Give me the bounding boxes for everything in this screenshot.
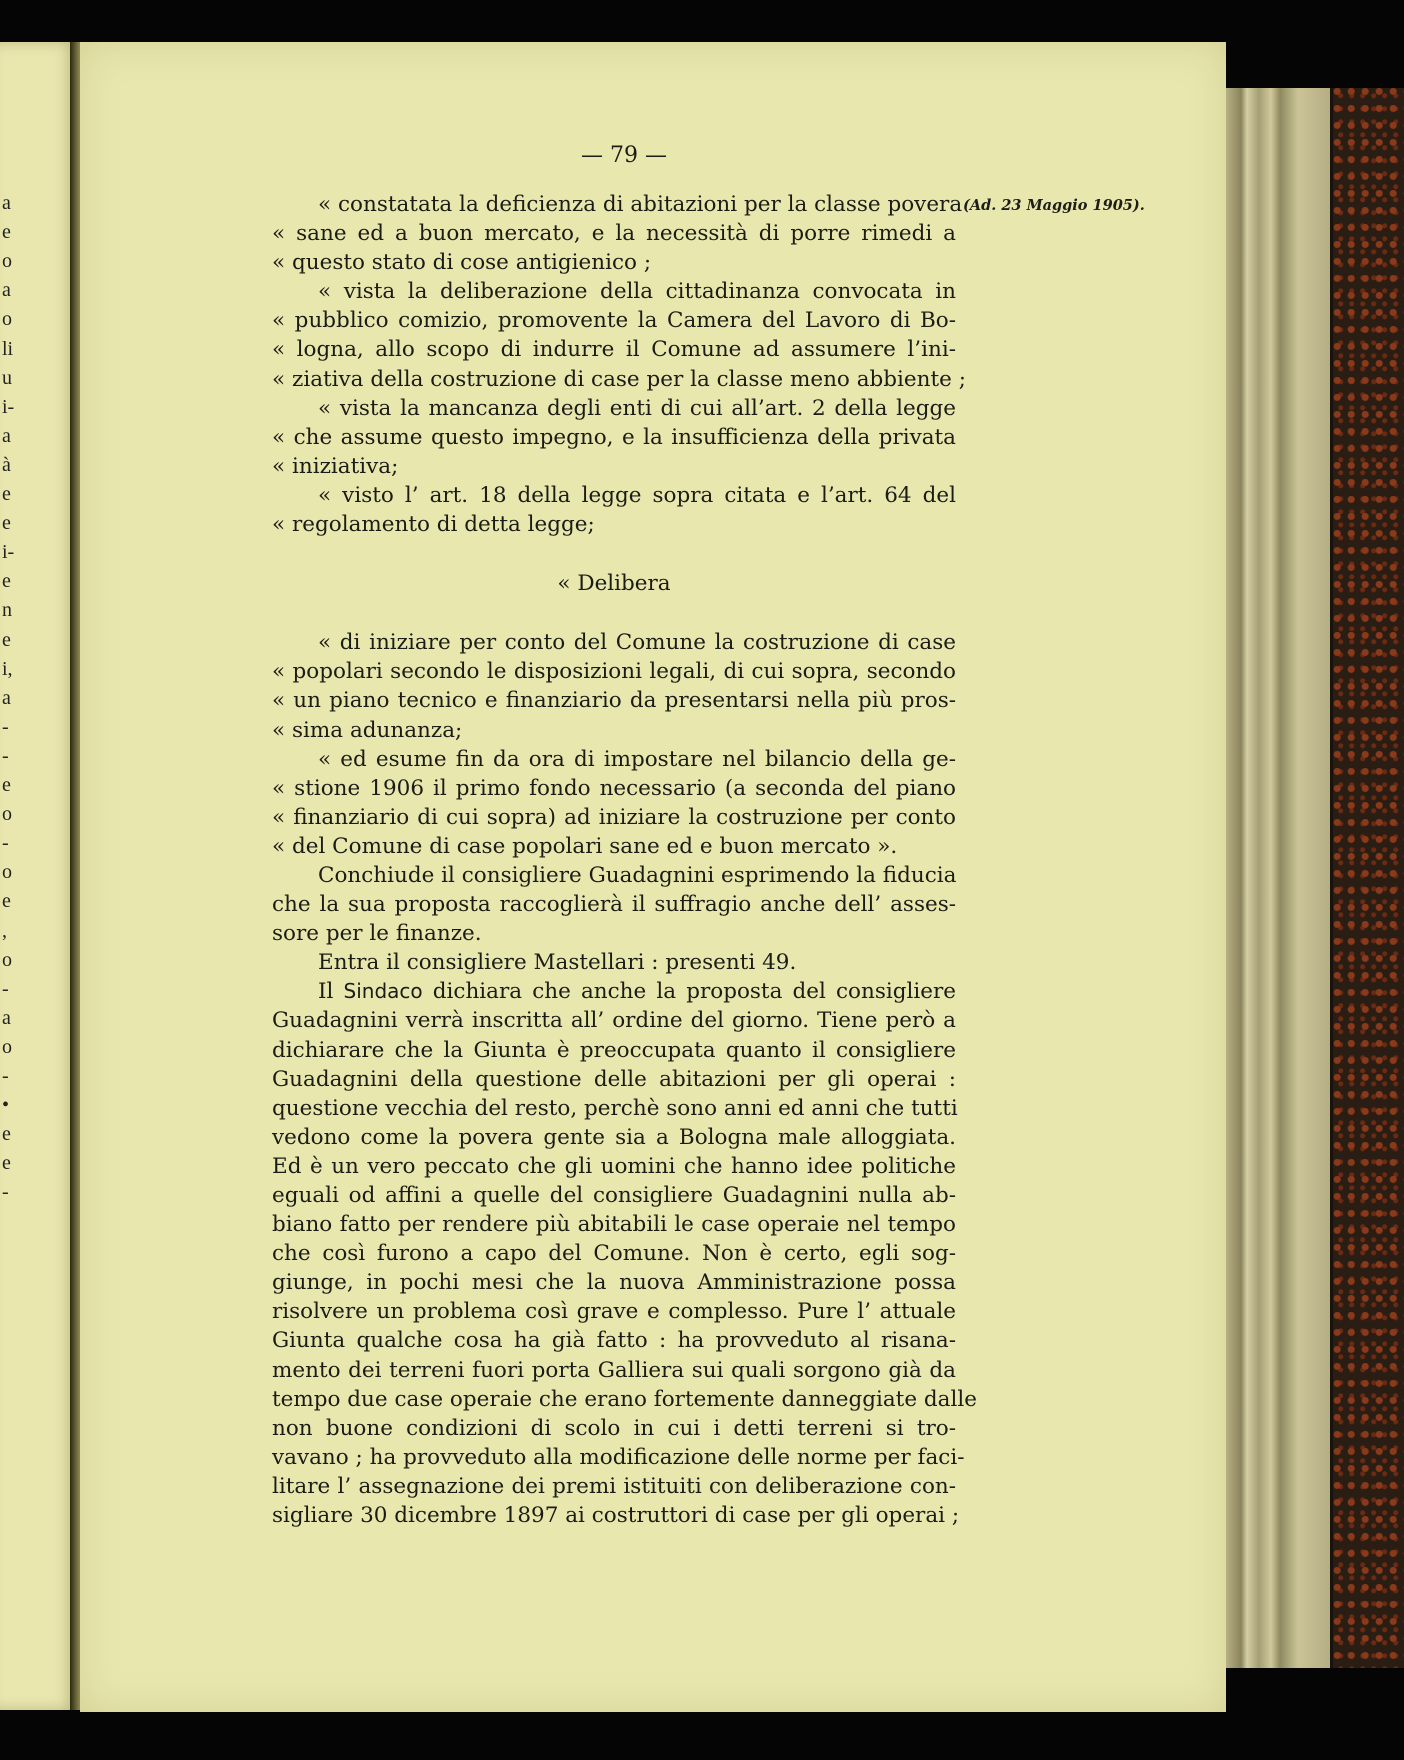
sindaco-paragraph bbox=[272, 977, 977, 1530]
left-page-fragment: i- bbox=[2, 395, 15, 418]
left-page-fragment: e bbox=[2, 774, 11, 796]
left-page-fragment: e bbox=[2, 570, 11, 593]
left-page-fragment: o bbox=[2, 861, 12, 884]
text-line: risolvere un problema così grave e complesso. Pure l’ attuale bbox=[272, 1299, 956, 1325]
text-line: « vista la deliberazione della cittadinanza convocata in bbox=[318, 279, 956, 305]
left-page-fragment: a bbox=[2, 279, 11, 302]
text-line: « sima adunanza; bbox=[272, 717, 463, 743]
text-line: « di iniziare per conto del Comune la costruzione di case bbox=[318, 630, 956, 656]
left-page-fragment: e bbox=[2, 221, 11, 244]
resolution-body bbox=[272, 628, 956, 977]
left-page-fragment: a bbox=[2, 686, 11, 709]
paragraph bbox=[272, 745, 956, 861]
paragraph bbox=[272, 628, 956, 744]
text-line: sore per le finanze. bbox=[272, 921, 482, 947]
page-number: — 79 — bbox=[581, 143, 667, 168]
paragraph bbox=[272, 394, 956, 481]
text-line: « finanziario di cui sopra) ad iniziare la costruzione per conto bbox=[272, 804, 956, 830]
text-line: Il Sindaco dichiara che anche la proposta del consigliere bbox=[318, 979, 956, 1005]
left-page-fragment: e bbox=[2, 512, 11, 535]
text-line: Guadagnini della questione delle abitazioni per gli operai : bbox=[272, 1066, 956, 1092]
left-page-fragment: , bbox=[2, 919, 7, 942]
text-line: Conchiude il consigliere Guadagnini esprimendo la fiducia bbox=[318, 862, 957, 888]
marbled-cover bbox=[1330, 88, 1404, 1668]
text-line: « pubblico comizio, promovente la Camera del Lavoro di Bo- bbox=[272, 308, 956, 334]
left-page-fragment: à bbox=[2, 453, 11, 476]
text-line: « logna, allo scopo di indurre il Comune ad assumere l’ini- bbox=[272, 337, 956, 363]
text-line: dichiarare che la Giunta è preoccupata quanto il consigliere bbox=[272, 1037, 956, 1063]
text-line: tempo due case operaie che erano fortemente danneggiate dalle bbox=[272, 1386, 977, 1412]
text-line: « un piano tecnico e finanziario da presentarsi nella più pros- bbox=[272, 688, 956, 714]
text-line: « del Comune di case popolari sane ed e buon mercato ». bbox=[272, 833, 898, 859]
text-line: che così furono a capo del Comune. Non è certo, egli sog- bbox=[272, 1241, 956, 1267]
text-line: Entra il consigliere Mastellari : presenti 49. bbox=[318, 950, 797, 976]
left-page-fragment: a bbox=[2, 1006, 11, 1029]
left-page-fragment: e bbox=[2, 483, 11, 505]
left-page-fragment: e bbox=[2, 628, 11, 651]
paragraph bbox=[272, 190, 963, 277]
text-line: « stione 1906 il primo fondo necessario (a seconda del piano bbox=[272, 775, 956, 801]
text-line: « ed esume fin da ora di impostare nel bilancio della ge- bbox=[318, 746, 956, 772]
text-line: eguali od affini a quelle del consigliere Guadagnini nulla ab- bbox=[272, 1183, 956, 1208]
text-line: « ziativa della costruzione di case per la classe meno abbiente ; bbox=[272, 366, 966, 392]
text-line: « regolamento di detta legge; bbox=[272, 512, 595, 538]
left-page-fragment: - bbox=[2, 1181, 9, 1204]
left-page-fragment: i, bbox=[2, 657, 13, 680]
left-page-fragment: - bbox=[2, 977, 9, 1000]
text-line: « questo stato di cose antigienico ; bbox=[272, 250, 652, 276]
left-page-fragment: i- bbox=[2, 541, 15, 564]
text-line: non buone condizioni di scolo in cui i detti terreni si tro- bbox=[272, 1415, 956, 1441]
left-page-fragment: - bbox=[2, 1065, 9, 1087]
speaker-name: Sindaco bbox=[343, 979, 423, 1004]
left-page-fragment: e bbox=[2, 1152, 11, 1175]
left-page-fragment: e bbox=[2, 890, 11, 913]
left-page-fragment: n bbox=[2, 599, 12, 622]
text-line: Guadagnini verrà inscritta all’ ordine del giorno. Tiene però a bbox=[272, 1008, 956, 1034]
text-line: « popolari secondo le disposizioni legali, di cui sopra, secondo bbox=[272, 659, 956, 685]
text-line: « constatata la deficienza di abitazioni per la classe povera bbox=[318, 192, 963, 217]
left-page-fragment: li bbox=[2, 337, 14, 360]
left-page-fragment: u bbox=[2, 366, 12, 389]
text-line: Giunta qualche cosa ha già fatto : ha provveduto al risana- bbox=[272, 1328, 956, 1354]
text-line: litare l’ assegnazione dei premi istituiti con deliberazione con- bbox=[272, 1473, 956, 1499]
text-line: « visto l’ art. 18 della legge sopra citata e l’art. 64 del bbox=[318, 482, 956, 508]
text-line: questione vecchia del resto, perchè sono anni ed anni che tutti bbox=[272, 1095, 958, 1121]
left-page-fragment: - bbox=[2, 715, 9, 738]
text-line: che la sua proposta raccoglierà il suffragio anche dell’ asses- bbox=[272, 892, 956, 918]
text-line: « vista la mancanza degli enti di cui all’art. 2 della legge bbox=[318, 395, 956, 421]
left-page-fragment: o bbox=[2, 803, 12, 826]
delibera-heading: « Delibera bbox=[557, 571, 671, 597]
text-line: « sane ed a buon mercato, e la necessità di porre rimedi a bbox=[272, 221, 956, 247]
text-line: giunge, in pochi mesi che la nuova Amministrazione possa bbox=[272, 1270, 956, 1296]
page-text bbox=[272, 140, 977, 1530]
text-line: Ed è un vero peccato che gli uomini che hanno idee politiche bbox=[272, 1153, 956, 1179]
text-line: « iniziativa; bbox=[272, 453, 399, 479]
margin-date-note: (Ad. 23 Maggio 1905). bbox=[963, 197, 1145, 214]
left-page-fragment: a bbox=[2, 424, 11, 447]
left-page-fragment: o bbox=[2, 308, 12, 331]
text-line: « che assume questo impegno, e la insufficienza della privata bbox=[272, 424, 956, 450]
text-line: mento dei terreni fuori porta Galliera sui quali sorgono già da bbox=[272, 1357, 956, 1383]
resolution-preamble bbox=[272, 190, 966, 539]
left-page-fragment: - bbox=[2, 744, 9, 767]
left-page-fragment: o bbox=[2, 948, 12, 971]
text-line: biano fatto per rendere più abitabili le case operaie nel tempo bbox=[272, 1212, 956, 1238]
left-page-fragment: e bbox=[2, 1123, 11, 1146]
paragraph bbox=[272, 861, 956, 948]
text-line: vedono come la povera gente sia a Bologna male alloggiata. bbox=[272, 1124, 956, 1150]
text-line: sigliare 30 dicembre 1897 ai costruttori di case per gli operai ; bbox=[272, 1503, 960, 1529]
left-page-fragment: a bbox=[2, 192, 11, 214]
paragraph bbox=[272, 948, 956, 977]
paragraph bbox=[272, 481, 956, 539]
left-page-fragment: • bbox=[2, 1094, 10, 1117]
left-page-fragment: o bbox=[2, 250, 12, 273]
paragraph bbox=[272, 277, 966, 393]
text-line: vavano ; ha provveduto alla modificazione delle norme per faci- bbox=[272, 1444, 965, 1470]
left-page-edge bbox=[0, 42, 78, 1710]
left-page-fragment: o bbox=[2, 1035, 12, 1058]
left-page-fragment: - bbox=[2, 832, 9, 855]
